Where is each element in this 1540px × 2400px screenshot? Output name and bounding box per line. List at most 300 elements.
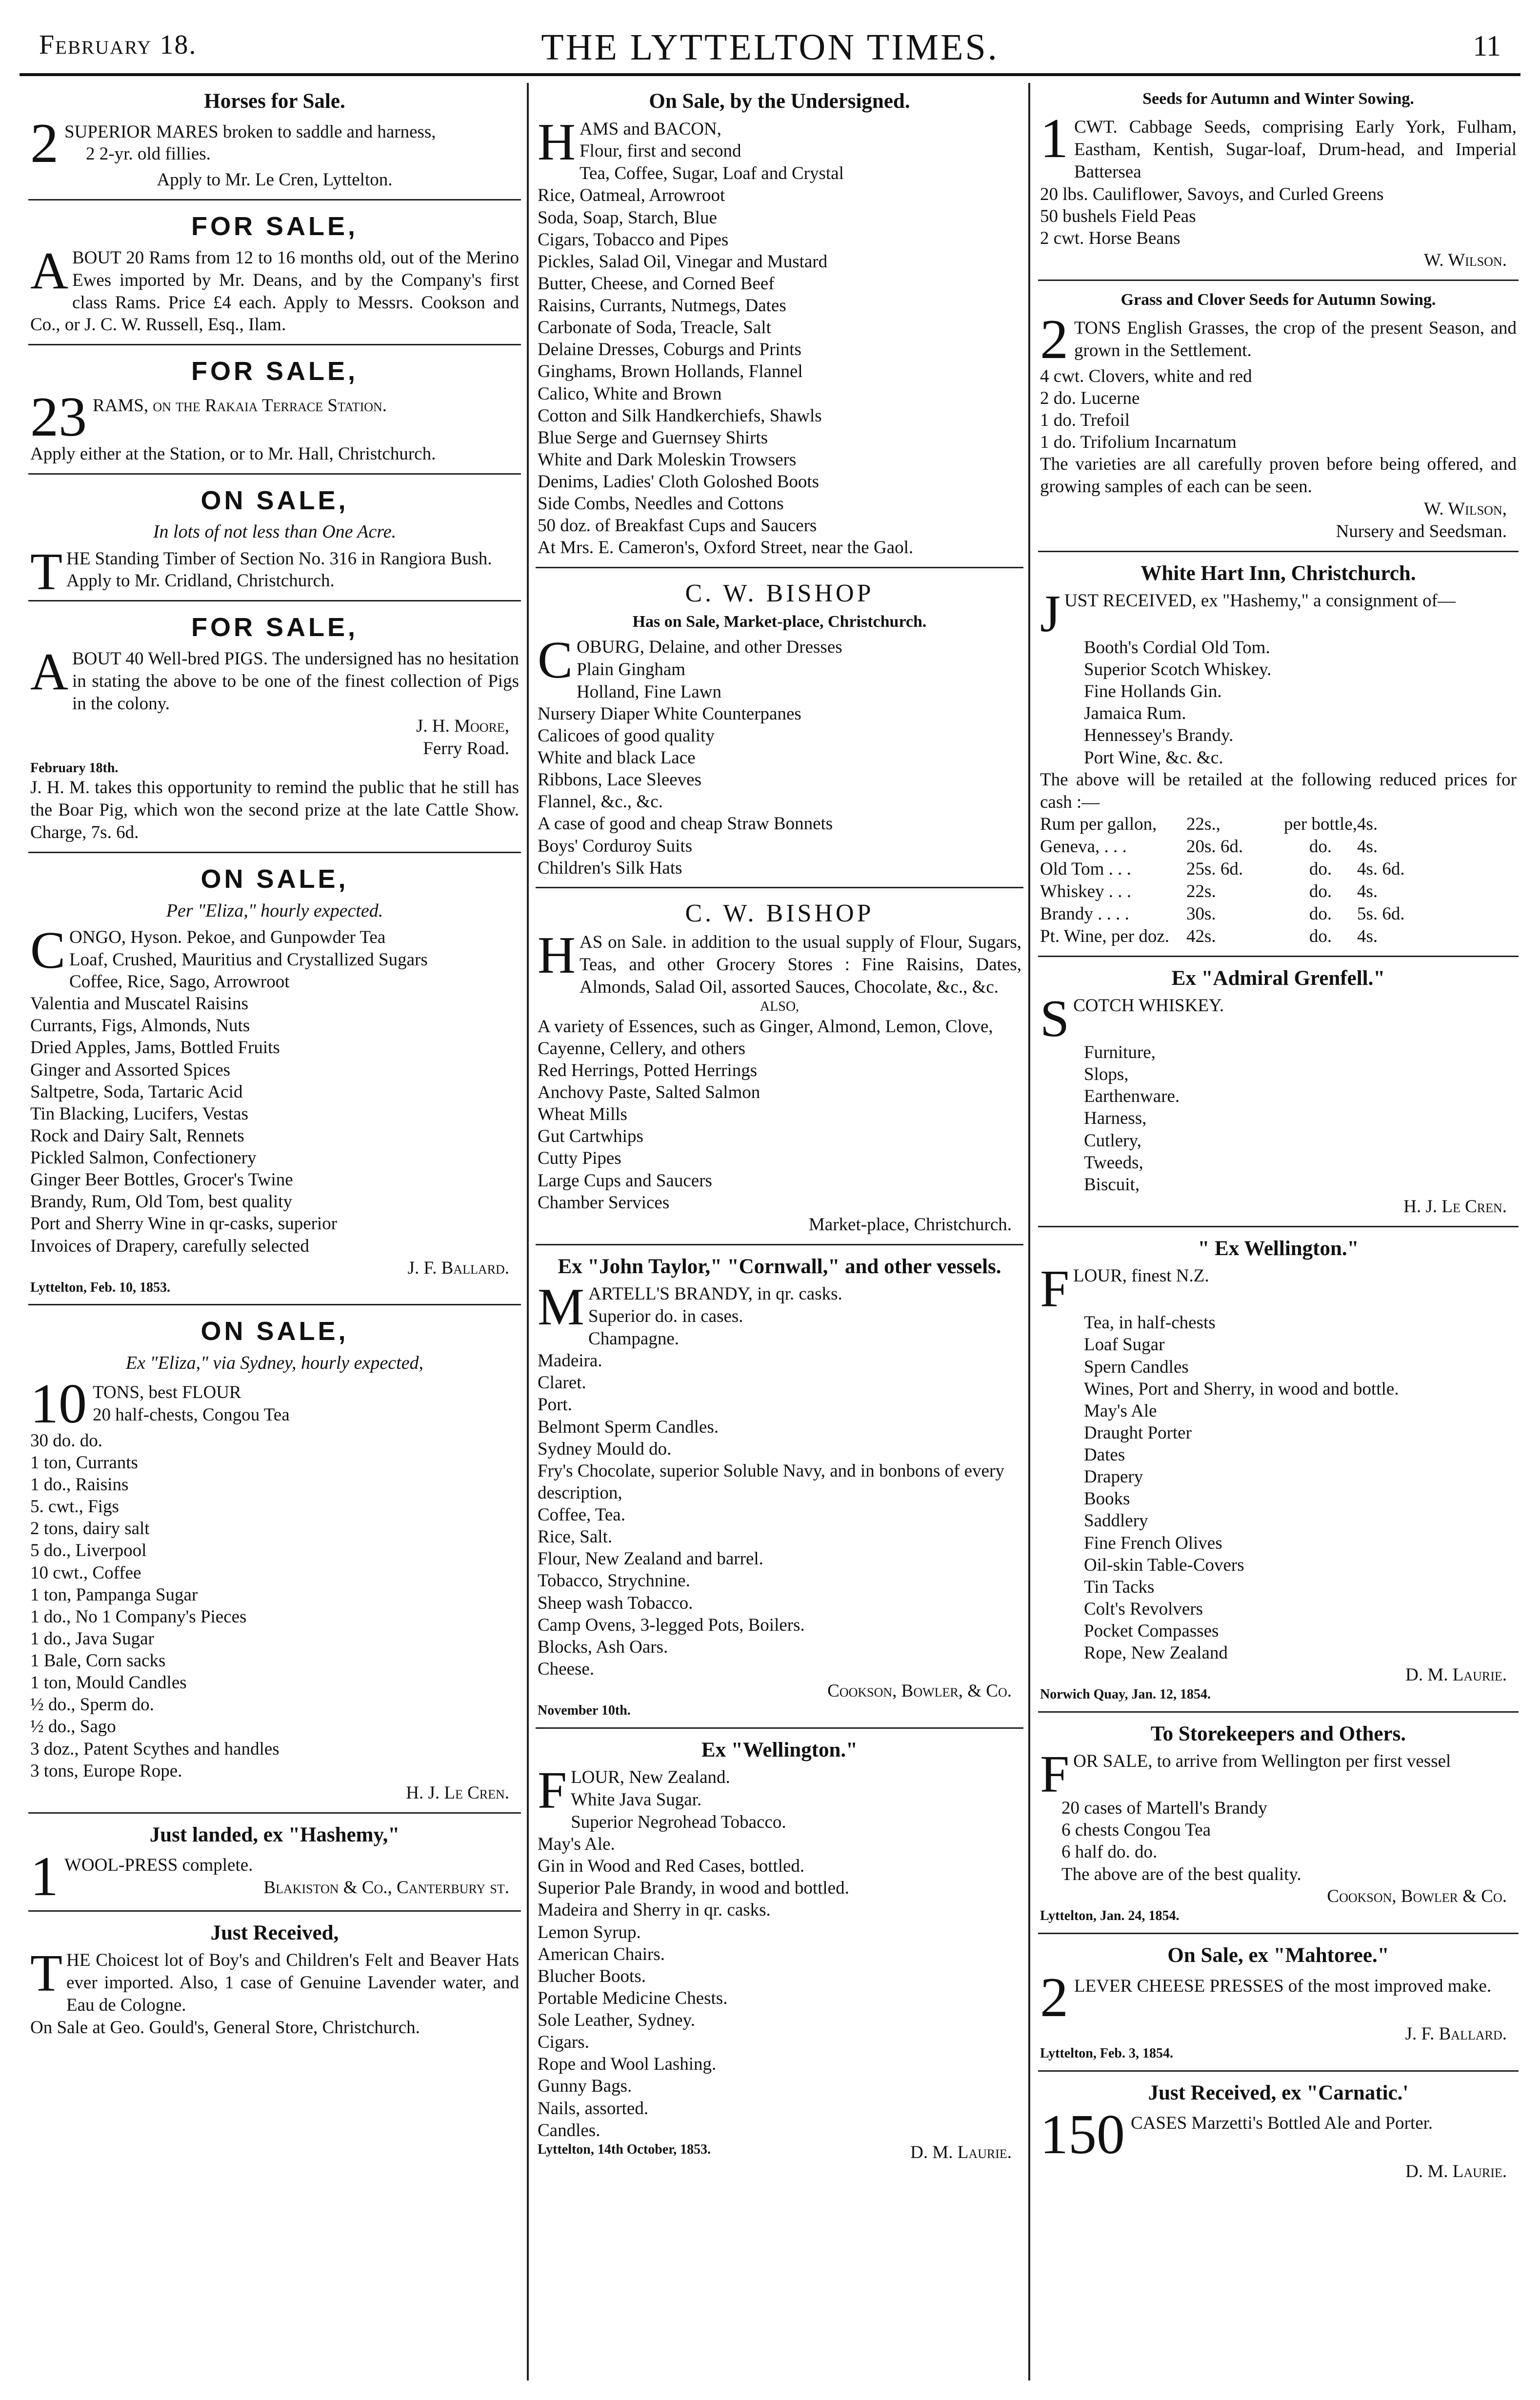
ad-heading: " Ex Wellington." [1198,1237,1359,1260]
list-item: White and Dark Moleskin Trowsers [538,449,797,470]
ad-heading: FOR SALE, [191,211,358,241]
ad-apply: Apply either at the Station, or to Mr. Hall, Christchurch. [30,443,436,464]
ad-wool-press [28,1817,521,1907]
list-item: Claret. [538,1373,586,1393]
ad-divider [1038,1226,1519,1227]
price-row: Pt. Wine, per doz. 42s. do. 4s. [1040,926,1378,946]
ad-signature: H. J. Le Cren. [406,1782,509,1803]
ad-date: Lyttelton, 14th October, 1853. [538,2141,711,2157]
list-item: Tin Blacking, Lucifers, Vestas [30,1103,249,1124]
ad-text: LOUR, finest N.Z. [1073,1266,1209,1286]
ad-pigs [28,604,521,849]
list-item: 4 cwt. Clovers, white and red [1040,366,1252,386]
list-item: Pocket Compasses [1084,1621,1219,1641]
ad-text: CASES Marzetti's Bottled Ale and Porter. [1131,2113,1433,2134]
list-item: 5. cwt., Figs [30,1497,119,1517]
list-item: Furniture, [1084,1042,1156,1063]
ad-date: February 18th. [30,760,119,776]
list-item: Ginger Beer Bottles, Grocer's Twine [30,1170,293,1190]
list-item: 1 do., Java Sugar [30,1628,154,1649]
ad-heading: FOR SALE, [191,613,358,642]
list-item: Soda, Soap, Starch, Blue [538,207,717,228]
list-item: 3 tons, Europe Rope. [30,1760,182,1781]
list-item: 2 do. Lucerne [1040,388,1140,408]
drop-cap: 2 [1040,308,1068,371]
list-item: Hennessey's Brandy. [1084,725,1234,746]
list-item: Coffee, Rice, Sago, Arrowroot [69,972,290,992]
list-item: American Chairs. [538,1944,665,1964]
column-rule [527,83,529,2380]
ad-text: SUPERIOR MARES broken to saddle and harness, [64,121,436,142]
list-item: Butter, Cheese, and Corned Beef [538,273,775,294]
ad-signature: H. J. Le Cren. [1403,1196,1507,1217]
ad-signature: J. F. Ballard. [1405,2024,1507,2044]
list-item: Flour, New Zealand and barrel. [538,1549,763,1569]
list-item: Flannel, &c., &c. [538,792,663,812]
drop-cap: T [30,1944,62,2003]
ad-text: AMS and BACON, [580,119,721,139]
ad-text: TONS, best FLOUR [93,1382,241,1403]
list-item: Camp Ovens, 3-legged Pots, Boilers. [538,1615,805,1635]
list-item: Saddlery [1084,1511,1148,1531]
list-item: Candles. [538,2120,600,2140]
list-item: Dried Apples, Jams, Bottled Fruits [30,1038,280,1058]
list-item: Blocks, Ash Oars. [538,1637,668,1657]
list-item: Invoices of Drapery, carefully selected [30,1236,309,1256]
list-item: Rope, New Zealand [1084,1643,1228,1663]
list-item: 1 ton, Pampanga Sugar [30,1584,198,1605]
list-item: Ribbons, Lace Sleeves [538,770,701,790]
list-item: Books [1084,1489,1130,1509]
list-item: Harness, [1084,1108,1147,1129]
ad-storekeepers [1038,1716,1519,1930]
ad-text: 20 half-chests, Congou Tea [93,1405,290,1425]
list-item: Calicoes of good quality [538,725,715,746]
ad-text: TONS English Grasses, the crop of the present Season, and grown in the Settlement. [1074,318,1517,361]
drop-cap: T [30,542,62,601]
drop-cap: 1 [30,1845,59,1908]
drop-cap: A [30,643,68,701]
list-item: Cutlery, [1084,1130,1141,1151]
list-item: Ginghams, Brown Hollands, Flannel [538,361,803,382]
ad-text: Flour, first and second [580,141,741,161]
price-row: Brandy . . . . 30s. do. 5s. 6d. [1040,903,1405,924]
ad-signature: W. Wilson, [1423,499,1507,519]
drop-cap: 150 [1040,2103,1125,2166]
list-item: 30 do. do. [30,1430,102,1451]
list-item: Boys' Corduroy Suits [538,836,693,856]
ad-divider [536,887,1023,888]
list-item: 1 ton, Mould Candles [30,1673,187,1693]
ad-text: Plain Gingham [577,659,686,680]
ad-heading: Ex "John Taylor," "Cornwall," and other vessels. [558,1255,1001,1278]
list-item: 20 cases of Martell's Brandy [1061,1798,1267,1819]
ad-rams-23 [28,348,521,470]
drop-cap: C [538,631,573,689]
ad-flour [28,1308,521,1809]
ad-grass [1038,284,1519,548]
ad-heading: ON SALE, [200,864,349,894]
goods-list [30,949,519,1257]
ad-subheading: Has on Sale, Market-place, Christchurch. [632,612,927,631]
list-item: Lemon Syrup. [538,1922,641,1942]
drop-cap: 1 [1040,107,1068,170]
list-item: Gin in Wood and Red Cases, bottled. [538,1856,805,1877]
ad-heading: Just Received, ex "Carnatic.' [1148,2081,1409,2104]
ad-divider [28,199,521,200]
ad-text: The undersigned has no hesitation in stating the above to be one of the finest collection of Pigs in the colony. [72,649,519,714]
ad-bishop-drapery [536,571,1023,884]
ad-white-hart [1038,555,1519,953]
column-1 [28,83,521,2390]
drop-cap: H [538,113,576,171]
price-table [1040,813,1517,947]
list-item: A variety of Essences, such as Ginger, Almond, Lemon, Clove, Cayenne, Cellery, and others [538,1016,993,1059]
list-item: Cheese. [538,1659,595,1679]
list-item: Cigars, Tobacco and Pipes [538,229,729,250]
price-row: Whiskey . . . 22s. do. 4s. [1040,881,1378,902]
goods-list [1040,1797,1517,1863]
ad-divider [28,600,521,601]
list-item: Rock and Dairy Salt, Rennets [30,1125,244,1146]
list-item: Nursery Diaper White Counterpanes [538,703,801,724]
ad-text: BOUT 20 Rams from 12 to 16 months old, out of the Merino Ewes imported by Mr. Deans, and by the Company's first class Rams. Price £4 each. Apply to Messrs. Cookson and Co., or J. C. W. Russell, Esq., Ilam. [30,247,519,335]
list-item: Pickles, Salad Oil, Vinegar and Mustard [538,251,828,272]
ad-heading: Ex "Wellington." [701,1738,858,1761]
price-row: Rum per gallon, 22s., per bottle, 4s. [1040,814,1378,835]
newspaper-title: THE LYTTELTON TIMES. [541,27,999,68]
ad-subheading: Ex "Eliza," via Sydney, hourly expected, [125,1353,424,1374]
list-item: 6 half do. do. [1061,1842,1158,1862]
ad-text: ONGO, Hyson. Pekoe, and Gunpowder Tea [69,927,386,948]
list-item: Tea, in half-chests [1084,1313,1216,1333]
list-item: Anchovy Paste, Salted Salmon [538,1082,760,1103]
list-item: Fry's Chocolate, superior Soluble Navy, and in bonbons of every description, [538,1460,1004,1503]
list-item: Sheep wash Tobacco. [538,1593,693,1613]
goods-list [1040,1041,1517,1196]
list-item: Tin Tacks [1084,1577,1155,1597]
ad-apply: Apply to Mr. Le Cren, Lyttelton. [157,169,393,190]
ad-text: AS on Sale. in addition to the usual supply of Flour, Sugars, Teas, and other Grocery Stores : Fine Raisins, Dates, Almonds, Salad Oil, assorted Sauces, Chocolate, &c., &c. [580,932,1021,998]
ad-text: Superior do. in cases. [588,1306,743,1327]
ad-text: CWT. Cabbage Seeds, comprising Early York, Fulham, Eastham, Kentish, Sugar-loaf, Drum-head, and Imperial Battersea [1074,117,1517,182]
list-item: Children's Silk Hats [538,858,682,878]
page-number: 11 [1473,30,1501,62]
goods-list [538,1811,1021,2141]
list-item: 3 doz., Patent Scythes and handles [30,1739,280,1759]
goods-list [1040,637,1517,769]
list-item: 1 do., Raisins [30,1475,129,1495]
ad-heading: White Hart Inn, Christchurch. [1140,561,1416,585]
list-item: Colt's Revolvers [1084,1599,1203,1619]
list-item: Superior Pale Brandy, in wood and bottled. [538,1878,849,1899]
ad-divider [536,567,1023,568]
ad-bishop-grocery [536,891,1023,1241]
ad-signature: D. M. Laurie. [1405,1665,1507,1685]
list-item: 1 do. Trifolium Incarnatum [1040,432,1237,452]
ad-divider [28,1304,521,1305]
list-item: Port. [538,1395,572,1415]
ad-hams [536,83,1023,564]
ad-signature: Market-place, Christchurch. [808,1214,1012,1235]
list-item: Spern Candles [1084,1357,1189,1377]
column-3 [1038,83,1519,2390]
drop-cap: M [538,1278,585,1337]
ad-divider [536,1727,1023,1729]
drop-cap: J [1040,585,1061,643]
ad-note: The varieties are all carefully proven before being offered, and growing samples of each can be seen. [1040,454,1517,497]
ad-text: White Java Sugar. [571,1790,702,1810]
columns [20,83,1520,2390]
drop-cap: F [1040,1745,1070,1804]
list-item: 1 do. Trefoil [1040,410,1130,430]
ad-signature: J. H. Moore, [416,716,509,736]
ad-signature: Cookson, Bowler & Co. [1327,1886,1507,1907]
goods-list [538,681,1021,879]
list-item: 1 do., No 1 Company's Pieces [30,1606,247,1627]
list-item: Rope and Wool Lashing. [538,2054,717,2075]
price-row: Geneva, . . . 20s. 6d. do. 4s. [1040,837,1378,857]
list-item: Coffee, Tea. [538,1505,625,1525]
list-item: Draught Porter [1084,1422,1192,1443]
ad-divider [1038,956,1519,957]
ad-text: UST RECEIVED, ex "Hashemy," a consignment of— [1064,591,1456,611]
ad-mahtoree [1038,1937,1519,2067]
ad-text: LOUR, New Zealand. [571,1767,730,1788]
ad-ex-wellington [1038,1230,1519,1708]
list-item: Delaine Dresses, Coburgs and Prints [538,340,801,360]
list-item: 10 cwt., Coffee [30,1562,141,1583]
ad-divider [28,852,521,853]
list-item: A case of good and cheap Straw Bonnets [538,814,833,834]
issue-date: February 18. [39,30,197,60]
ad-heading: C. W. BISHOP [685,580,874,608]
ad-heading: Just Received, [210,1921,339,1944]
column-2 [536,83,1023,2390]
list-item: Red Herrings, Potted Herrings [538,1060,758,1080]
list-item: Sole Leather, Sydney. [538,2010,695,2031]
goods-list [1040,183,1517,249]
list-item: 5 do., Liverpool [30,1540,147,1561]
drop-cap: 23 [30,386,87,449]
ad-heading: On Sale, ex "Mahtoree." [1167,1944,1389,1967]
list-item: 1 Bale, Corn sacks [30,1651,166,1671]
list-item: Ginger and Assorted Spices [30,1060,231,1080]
list-item: Rice, Salt. [538,1527,613,1547]
ad-note: The above are of the best quality. [1061,1864,1301,1884]
drop-cap: 2 [1040,1966,1068,2029]
ad-signature: Blakiston & Co., Canterbury st. [263,1878,509,1898]
list-item: Drapery [1084,1467,1143,1487]
drop-cap: C [30,921,66,980]
ad-date: Lyttelton, Feb. 3, 1854. [1040,2045,1173,2061]
list-item: Loaf Sugar [1084,1335,1165,1355]
list-item: Superior Negrohead Tobacco. [571,1812,786,1832]
list-item: Denims, Ladies' Cloth Goloshed Boots [538,472,820,492]
list-item: Loaf, Crushed, Mauritius and Crystallized Sugars [69,949,428,970]
list-item: Champagne. [588,1329,680,1349]
list-item: Biscuit, [1084,1174,1140,1195]
list-item: Wines, Port and Sherry, in wood and bottle. [1084,1379,1399,1399]
list-item: Currants, Figs, Almonds, Nuts [30,1016,250,1036]
masthead [20,24,1520,76]
ad-signature: Nursery and Seedsman. [1336,521,1507,541]
ad-date: Norwich Quay, Jan. 12, 1854. [1040,1687,1211,1702]
ad-heading: To Storekeepers and Others. [1150,1722,1406,1745]
goods-list [538,1016,1021,1214]
ad-heading: On Sale, by the Undersigned. [649,90,910,113]
ad-heading: Seeds for Autumn and Winter Sowing. [1142,90,1414,108]
list-item: 50 doz. of Breakfast Cups and Saucers [538,516,817,536]
ad-divider [28,473,521,475]
ad-text: WOOL-PRESS complete. [64,1855,253,1876]
list-item: Oil-skin Table-Covers [1084,1555,1244,1575]
list-item: Wheat Mills [538,1104,627,1125]
ad-signature: Ferry Road. [423,738,509,759]
drop-cap: H [538,926,576,985]
list-item: Portable Medicine Chests. [538,1988,728,2008]
ad-heading: ON SALE, [200,1317,349,1346]
ad-divider [536,1244,1023,1245]
ad-heading: ON SALE, [200,485,349,515]
ad-date: November 10th. [538,1702,631,1718]
list-item: Tea, Coffee, Sugar, Loaf and Crystal [580,163,844,184]
list-item: Earthenware. [1084,1086,1180,1107]
ad-note: J. H. M. takes this opportunity to remind the public that he still has the Boar Pig, which won the second prize at the late Cattle Show. Charge, 7s. 6d. [30,778,519,843]
drop-cap: F [1040,1260,1070,1319]
list-item: Blue Serge and Guernsey Shirts [538,427,768,448]
goods-list [538,162,1021,537]
list-item: Belmont Sperm Candles. [538,1417,719,1437]
list-item: 2 cwt. Horse Beans [1040,228,1180,249]
ad-martell [536,1248,1023,1724]
list-item: Madeira and Sherry in qr. casks. [538,1900,771,1920]
ad-horses [28,83,521,196]
ad-divider [1038,1711,1519,1713]
ad-note: The above will be retailed at the following reduced prices for cash :— [1040,769,1517,812]
ad-heading: Horses for Sale. [204,90,345,113]
column-rule [1028,83,1030,2380]
ad-signature: J. F. Ballard. [407,1258,509,1278]
list-item: Slops, [1084,1064,1129,1085]
ad-signature: D. M. Laurie. [910,2142,1012,2162]
list-item: May's Ale [1084,1400,1157,1421]
list-item: Cutty Pipes [538,1148,621,1169]
list-item: Port and Sherry Wine in qr-casks, superior [30,1214,338,1234]
list-item: Gut Cartwhips [538,1126,643,1147]
ad-apply: At Mrs. E. Cameron's, Oxford Street, near the Gaol. [538,538,914,558]
list-item: Calico, White and Brown [538,383,722,404]
ad-divider [1038,551,1519,552]
ad-heading: Grass and Clover Seeds for Autumn Sowing. [1120,291,1436,309]
list-item: Side Combs, Needles and Cottons [538,494,784,514]
ad-text: BOUT 40 Well-bred PIGS. [72,649,268,669]
list-item: ½ do., Sperm do. [30,1695,154,1715]
list-item: Fine French Olives [1084,1533,1222,1553]
ad-divider [28,1812,521,1814]
goods-list [1040,1312,1517,1664]
list-item: 1 ton, Currants [30,1452,138,1473]
list-item: Blucher Boots. [538,1966,646,1986]
goods-list [30,1430,519,1782]
ad-grenfell [1038,960,1519,1223]
ad-divider [28,344,521,345]
ad-apply: Apply to Mr. Cridland, Christchurch. [66,571,335,591]
list-item: 50 bushels Field Peas [1040,206,1196,226]
list-item: 20 lbs. Cauliflower, Savoys, and Curled Greens [1040,184,1384,204]
list-item: Fine Hollands Gin. [1084,681,1222,702]
list-item: Brandy, Rum, Old Tom, best quality [30,1192,292,1212]
list-item: Valentia and Muscatel Raisins [30,994,248,1014]
list-item: Chamber Services [538,1192,670,1213]
ad-text: RAMS, on the Rakaia Terrace Station. [93,396,387,416]
ad-timber [28,478,521,601]
list-item: White and black Lace [538,748,696,768]
list-item: Raisins, Currants, Nutmegs, Dates [538,296,786,316]
ad-heading: Just landed, ex "Hashemy," [149,1823,400,1846]
list-item: Cotton and Silk Handkerchiefs, Shawls [538,405,822,426]
drop-cap: 10 [30,1373,87,1436]
ad-subheading: In lots of not less than One Acre. [153,521,397,542]
ad-seeds [1038,83,1519,277]
list-item: Gunny Bags. [538,2076,632,2097]
goods-list [538,1328,1021,1680]
list-item: Saltpetre, Soda, Tartaric Acid [30,1081,243,1102]
ad-text: 2 2-yr. old fillies. [86,144,211,164]
ad-text: LEVER CHEESE PRESSES of the most improved make. [1074,1976,1492,1996]
ad-heading: FOR SALE, [191,357,358,386]
list-item: 6 chests Congou Tea [1061,1820,1211,1840]
list-item: Madeira. [538,1351,602,1371]
ad-text: HE Standing Timber of Section No. 316 in Rangiora Bush. [66,548,492,569]
list-item: Rice, Oatmeal, Arrowroot [538,185,725,206]
ad-text: ARTELL'S BRANDY, in qr. casks. [588,1284,842,1304]
ad-heading: Ex "Admiral Grenfell." [1171,966,1385,990]
list-item: Booth's Cordial Old Tom. [1084,637,1270,658]
ad-text: OBURG, Delaine, and other Dresses [577,637,842,657]
list-item: Cigars. [538,2032,589,2053]
price-row: Old Tom . . . 25s. 6d. do. 4s. 6d. [1040,859,1405,880]
drop-cap: F [538,1761,567,1820]
list-item: ½ do., Sago [30,1717,116,1737]
ad-hats [28,1915,521,2044]
drop-cap: 2 [30,112,59,175]
ad-signature: Cookson, Bowler, & Co. [827,1681,1012,1701]
ad-text: COTCH WHISKEY. [1073,996,1224,1016]
ad-text: OR SALE, to arrive from Wellington per first vessel [1073,1751,1451,1772]
ad-signature: W. Wilson. [1423,250,1507,271]
ad-date: Lyttelton, Feb. 10, 1853. [30,1280,170,1295]
goods-list [1040,365,1517,454]
ad-divider [1038,2070,1519,2072]
list-item: 2 tons, dairy salt [30,1519,150,1539]
ad-subheading: ALSO, [760,999,800,1014]
ad-subheading: Per "Eliza," hourly expected. [166,900,383,921]
list-item: Jamaica Rum. [1084,703,1186,724]
ad-date: Lyttelton, Jan. 24, 1854. [1040,1908,1180,1924]
ad-wellington [536,1732,1023,2169]
ad-text: HE Choicest lot of Boy's and Children's Felt and Beaver Hats ever imported. Also, 1 case of Genuine Lavender water, and Eau de Cologne. [66,1950,519,2015]
ad-rams [28,203,521,341]
ad-divider [1038,1933,1519,1934]
ad-apply: On Sale at Geo. Gould's, General Store, Christchurch. [30,2017,420,2038]
drop-cap: A [30,241,68,300]
list-item: Tweeds, [1084,1152,1143,1173]
list-item: Nails, assorted. [538,2098,649,2119]
list-item: Tobacco, Strychnine. [538,1571,690,1591]
list-item: Pickled Salmon, Confectionery [30,1148,257,1168]
drop-cap: S [1040,990,1070,1048]
